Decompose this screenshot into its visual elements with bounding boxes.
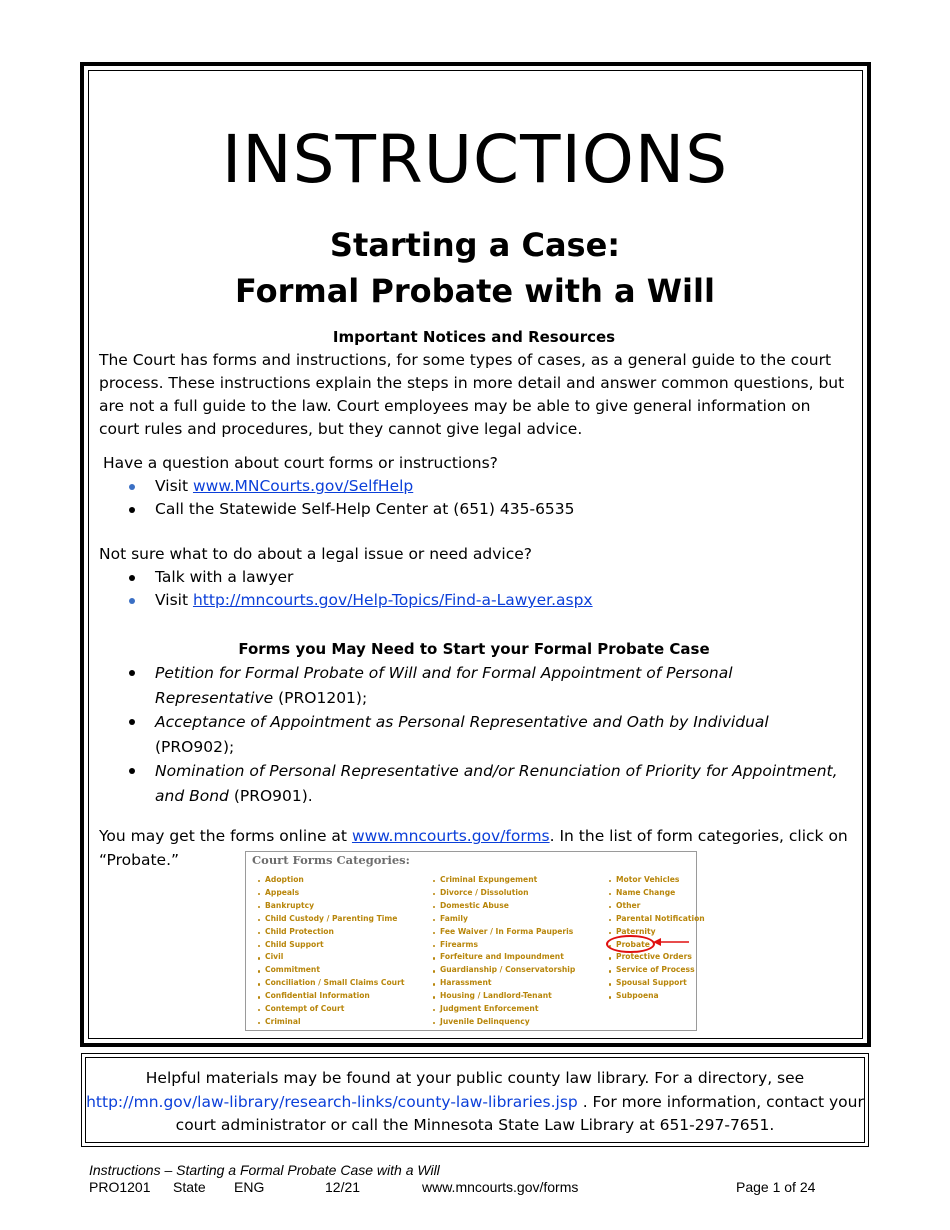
forms-help-list xyxy=(99,475,849,521)
category-item[interactable]: Adoption xyxy=(257,874,404,887)
category-item[interactable]: Parental Notification xyxy=(608,913,705,926)
category-item[interactable]: Divorce / Dissolution xyxy=(432,887,575,900)
category-item[interactable]: Confidential Information xyxy=(257,990,404,1003)
category-item[interactable]: Guardianship / Conservatorship xyxy=(432,964,575,977)
legal-question: Not sure what to do about a legal issue or need advice? xyxy=(99,545,532,563)
footer-url: www.mncourts.gov/forms xyxy=(422,1179,579,1195)
list-item: Call the Statewide Self-Help Center at (651) 435-6535 xyxy=(99,498,849,521)
page-title: INSTRUCTIONS xyxy=(221,121,729,198)
law-library-link[interactable]: http://mn.gov/law-library/research-links/county-law-libraries.jsp xyxy=(86,1092,578,1111)
categories-column-1 xyxy=(257,874,404,1029)
subtitle-line-1: Starting a Case: xyxy=(329,226,621,264)
page-subtitle xyxy=(0,222,950,314)
category-item[interactable]: Housing / Landlord-Tenant xyxy=(432,990,575,1003)
court-forms-categories-image xyxy=(245,851,705,1031)
forms-question: Have a question about court forms or instructions? xyxy=(103,454,498,472)
category-item[interactable]: Subpoena xyxy=(608,990,705,1003)
category-item[interactable]: Child Support xyxy=(257,939,404,952)
category-item[interactable]: Child Custody / Parenting Time xyxy=(257,913,404,926)
legal-help-list xyxy=(99,566,849,612)
footer-meta-row xyxy=(89,1179,849,1196)
form-item: Petition for Formal Probate of Will and for Formal Appointment of Personal Representative (PRO1201); xyxy=(99,661,849,710)
category-item[interactable]: Service of Process xyxy=(608,964,705,977)
list-item: Talk with a lawyer xyxy=(99,566,849,589)
pointer-arrow-icon xyxy=(652,936,692,948)
law-library-notice xyxy=(81,1053,869,1147)
category-item[interactable]: Protective Orders xyxy=(608,951,705,964)
category-item[interactable]: Conciliation / Small Claims Court xyxy=(257,977,404,990)
forms-online-text: You may get the forms online at www.mncourts.gov/forms. In the list of form categories, click on “Probate.” xyxy=(99,827,848,869)
category-item[interactable]: Family xyxy=(432,913,575,926)
category-item[interactable]: Motor Vehicles xyxy=(608,874,705,887)
category-item[interactable]: Other xyxy=(608,900,705,913)
footer-page-number: Page 1 of 24 xyxy=(736,1179,816,1195)
category-item[interactable]: Spousal Support xyxy=(608,977,705,990)
forms-list xyxy=(99,661,849,808)
category-item[interactable]: Commitment xyxy=(257,964,404,977)
category-item[interactable]: Name Change xyxy=(608,887,705,900)
category-item[interactable]: Harassment xyxy=(432,977,575,990)
probate-highlight-circle xyxy=(606,935,655,953)
category-item[interactable]: Contempt of Court xyxy=(257,1003,404,1016)
category-item[interactable]: Probate xyxy=(608,939,705,952)
law-library-notice-inner: Helpful materials may be found at your public county law library. For a directory, see http://mn.gov/law-library/research-links/county-law-libraries.jsp . For more information, contact your court administrator or call the Minnesota State Law Library at 651-297-7651. xyxy=(85,1057,865,1143)
categories-title: Court Forms Categories: xyxy=(252,853,410,867)
category-item[interactable]: Juvenile Delinquency xyxy=(432,1016,575,1029)
form-item: Nomination of Personal Representative and/or Renunciation of Priority for Appointment, and Bond (PRO901). xyxy=(99,759,849,808)
category-item[interactable]: Civil xyxy=(257,951,404,964)
category-item[interactable]: Fee Waiver / In Forma Pauperis xyxy=(432,926,575,939)
forms-heading: Forms you May Need to Start your Formal Probate Case xyxy=(238,640,710,658)
list-item: Visit www.MNCourts.gov/SelfHelp xyxy=(99,475,849,498)
category-item[interactable]: Forfeiture and Impoundment xyxy=(432,951,575,964)
page-footer xyxy=(89,1162,849,1196)
category-item[interactable]: Child Protection xyxy=(257,926,404,939)
notices-heading: Important Notices and Resources xyxy=(332,328,616,346)
category-item[interactable]: Firearms xyxy=(432,939,575,952)
category-item[interactable]: Criminal Expungement xyxy=(432,874,575,887)
footer-form-code: PRO1201 xyxy=(89,1179,151,1195)
footer-jurisdiction: State xyxy=(173,1179,206,1195)
category-item[interactable]: Bankruptcy xyxy=(257,900,404,913)
category-item[interactable]: Paternity xyxy=(608,926,705,939)
category-item[interactable]: Criminal xyxy=(257,1016,404,1029)
form-item: Acceptance of Appointment as Personal Representative and Oath by Individual (PRO902); xyxy=(99,710,849,759)
notices-intro: The Court has forms and instructions, for some types of cases, as a general guide to the court process. These instructions explain the steps in more detail and answer common questions, but are not a full guide to the law. Court employees may be able to give general information on court rules and procedures, but they cannot give legal advice. xyxy=(99,351,845,438)
list-item: Visit http://mncourts.gov/Help-Topics/Find-a-Lawyer.aspx xyxy=(99,589,849,612)
find-lawyer-link[interactable]: http://mncourts.gov/Help-Topics/Find-a-Lawyer.aspx xyxy=(192,591,593,609)
category-item[interactable]: Judgment Enforcement xyxy=(432,1003,575,1016)
selfhelp-link[interactable]: www.MNCourts.gov/SelfHelp xyxy=(192,477,414,495)
forms-link[interactable]: www.mncourts.gov/forms xyxy=(351,827,550,845)
instructions-body xyxy=(99,326,849,872)
category-item[interactable]: Domestic Abuse xyxy=(432,900,575,913)
footer-language: ENG xyxy=(234,1179,265,1195)
footer-doc-title: Instructions – Starting a Formal Probate Case with a Will xyxy=(89,1162,440,1178)
subtitle-line-2: Formal Probate with a Will xyxy=(235,272,715,310)
footer-date: 12/21 xyxy=(325,1179,361,1195)
category-item[interactable]: Appeals xyxy=(257,887,404,900)
categories-column-2 xyxy=(432,874,575,1029)
